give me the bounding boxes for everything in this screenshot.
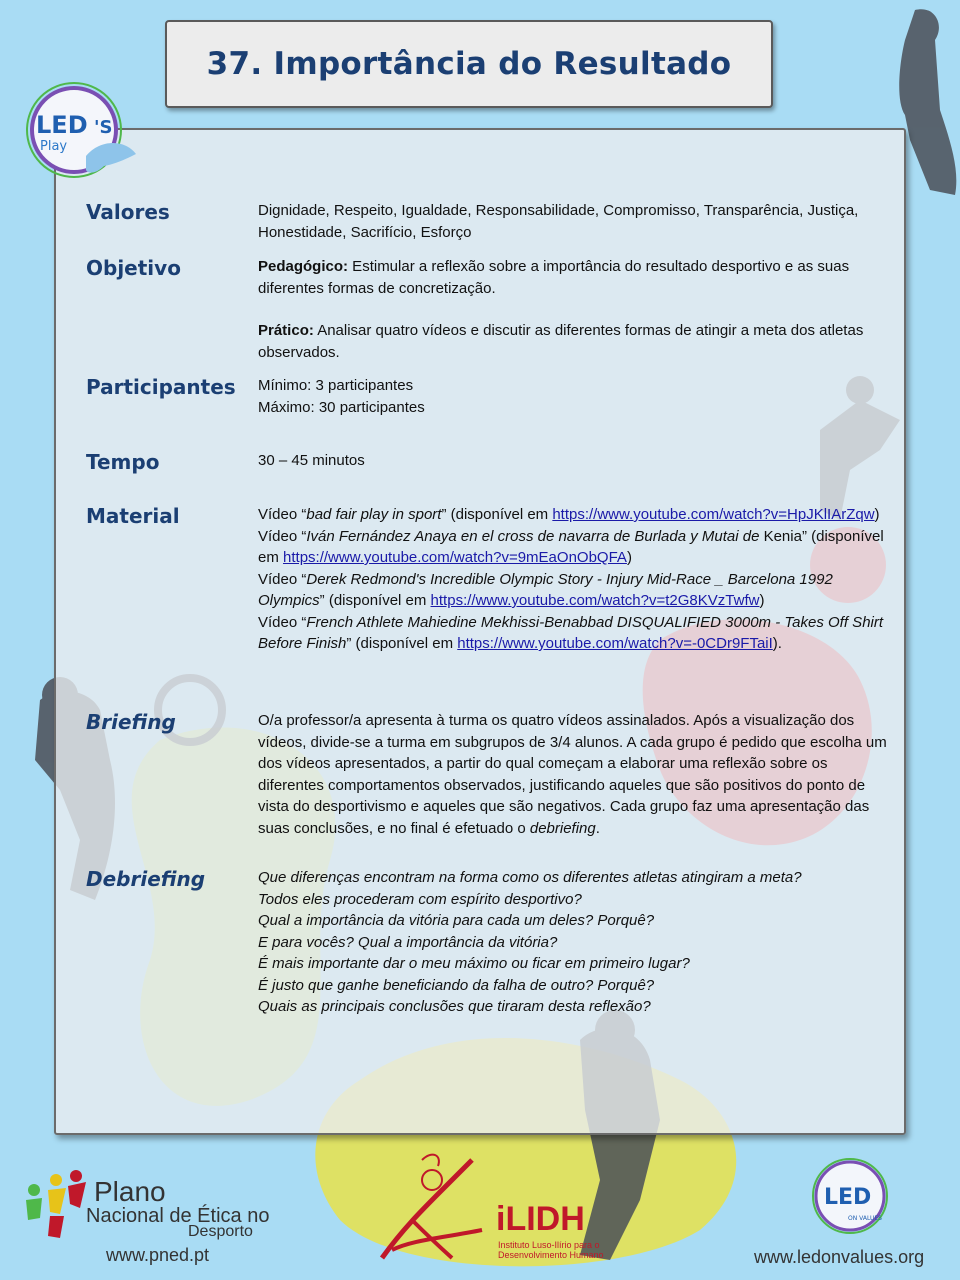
pned-line-1: Plano [94, 1176, 166, 1207]
title-box [165, 20, 773, 108]
valores-text [258, 200, 888, 243]
ilidh-name: iLIDH [496, 1200, 585, 1238]
objetivo-label: Objetivo [86, 256, 181, 280]
led-logo-tag: ON VALUES [848, 1215, 882, 1222]
leds-logo-main: LED [36, 111, 88, 139]
material-video-1: Vídeo “bad fair play in sport” (disponível em https://www.youtube.com/watch?v=HpJKlIArZqw) [258, 506, 880, 523]
leds-logo-sub: Play [40, 139, 68, 154]
objetivo-text [258, 256, 888, 363]
pratico-label: Prático: [258, 322, 314, 339]
participantes-text [258, 375, 888, 418]
content-panel [54, 128, 906, 1135]
material-video-4: Vídeo “French Athlete Mahiedine Mekhissi-Benabbad DISQUALIFIED 3000m - Takes Off Shirt Before Finish” (disponível em https://www.youtube.com/watch?v=-0CDr9FTaiI). [258, 613, 884, 652]
tempo-text [258, 450, 888, 472]
page-title: 37. Importância do Resultado [206, 46, 732, 82]
debriefing-question: Todos eles procederam com espírito desportivo? [258, 890, 582, 908]
debriefing-question: Qual a importância da vitória para cada um deles? Porquê? [258, 912, 655, 929]
tempo-value: 30 – 45 minutos [258, 452, 365, 469]
tempo-label: Tempo [86, 450, 160, 474]
debriefing-question: Quais as principais conclusões que tiraram desta reflexão? [258, 998, 651, 1015]
material-label: Material [86, 504, 180, 528]
valores-label: Valores [86, 200, 170, 224]
ilidh-tree-icon [372, 1150, 500, 1262]
pned-line-2: Nacional de Ética no [86, 1205, 270, 1227]
led-url[interactable]: www.ledonvalues.org [754, 1247, 925, 1267]
led-on-values-logo [752, 1158, 942, 1270]
objetivo-pedagogico [258, 256, 888, 299]
video-1-title: bad fair play in sport [306, 506, 442, 523]
briefing-paragraph: O/a professor/a apresenta à turma os quatro vídeos assinalados. Após a visualização dos vídeos, divide-se a turma em subgrupos de 3/4 alunos. A cada grupo é pedido que escolha um dos vídeos apresentados, a partir do qual começam a elaborar uma reflexão sobre os diferentes comportamentos observados, justificando aqueles que são positivos do ponto de vista do desportivismo e aqueles que são negativos. Cada grupo faz uma apresentação das suas conclusões, e no final é efetuado o debriefing. [258, 712, 887, 837]
pned-url[interactable]: www.pned.pt [106, 1245, 210, 1265]
pned-logo [20, 1168, 290, 1268]
material-video-3: Vídeo “Derek Redmond's Incredible Olympic Story - Injury Mid-Race _ Barcelona 1992 Olympics” (disponível em https://www.youtube.com/watch?v=t2G8KVzTwfw) [258, 570, 833, 609]
participantes-max: Máximo: 30 participantes [258, 398, 425, 416]
video-1-link[interactable]: https://www.youtube.com/watch?v=HpJKlIArZqw [552, 506, 875, 523]
debriefing-label: Debriefing [86, 867, 206, 891]
debriefing-question: É justo que ganhe beneficiando da falha de outro? Porquê? [258, 976, 655, 994]
debriefing-questions [258, 867, 888, 1018]
pedagogico-text: Estimular a reflexão sobre a importância do resultado desportivo e as suas diferentes formas de concretização. [258, 258, 850, 297]
video-2-title-end: Kenia [759, 527, 802, 545]
pedagogico-label: Pedagógico: [258, 258, 349, 275]
ilidh-line-1: Instituto Luso-Ilírio para o [498, 1240, 600, 1250]
ilidh-logo [372, 1150, 622, 1265]
pratico-text: Analisar quatro vídeos e discutir as diferentes formas de atingir a meta dos atletas observados. [258, 322, 864, 361]
objetivo-pratico [258, 320, 888, 363]
video-3-title: Derek Redmond's Incredible Olympic Story - Injury Mid-Race _ Barcelona 1992 Olympics [258, 570, 833, 609]
leds-logo-suffix: 'S [94, 117, 113, 138]
material-video-2: Vídeo “Iván Fernández Anaya en el cross de navarra de Burlada y Mutai de Kenia” (disponível em https://www.youtube.com/watch?v=9mEaOnObQFA) [258, 527, 884, 566]
video-2-title: Iván Fernández Anaya en el cross de navarra de Burlada y Mutai de [306, 527, 760, 545]
briefing-debriefing-term: debriefing [529, 819, 596, 837]
video-4-link[interactable]: https://www.youtube.com/watch?v=-0CDr9FTaiI [457, 635, 773, 652]
pned-line-3: Desporto [188, 1223, 253, 1240]
video-3-link[interactable]: https://www.youtube.com/watch?v=t2G8KVzTwfw [430, 592, 760, 609]
valores-list: Dignidade, Respeito, Igualdade, Responsabilidade, Compromisso, Transparência, Justiça, Honestidade, Sacrifício, Esforço [258, 202, 859, 241]
video-4-title: French Athlete Mahiedine Mekhissi-Benabbad DISQUALIFIED 3000m - Takes Off Shirt Before Finish [258, 613, 884, 652]
briefing-text [258, 710, 888, 839]
debriefing-question: É mais importante dar o meu máximo ou ficar em primeiro lugar? [258, 955, 690, 972]
briefing-label: Briefing [86, 710, 176, 734]
material-text [258, 504, 888, 655]
ilidh-line-2: Desenvolvimento Humano [498, 1250, 604, 1260]
led-on-values-icon [812, 1158, 892, 1234]
leds-play-logo [16, 78, 140, 188]
video-2-link[interactable]: https://www.youtube.com/watch?v=9mEaOnObQFA [283, 549, 627, 566]
participantes-label: Participantes [86, 375, 236, 399]
pned-figures-icon [20, 1168, 90, 1242]
led-logo-name: LED [824, 1185, 872, 1210]
participantes-min: Mínimo: 3 participantes [258, 377, 414, 394]
debriefing-question: Que diferenças encontram na forma como os diferentes atletas atingiram a meta? [258, 869, 802, 886]
debriefing-question: E para vocês? Qual a importância da vitória? [258, 933, 558, 951]
